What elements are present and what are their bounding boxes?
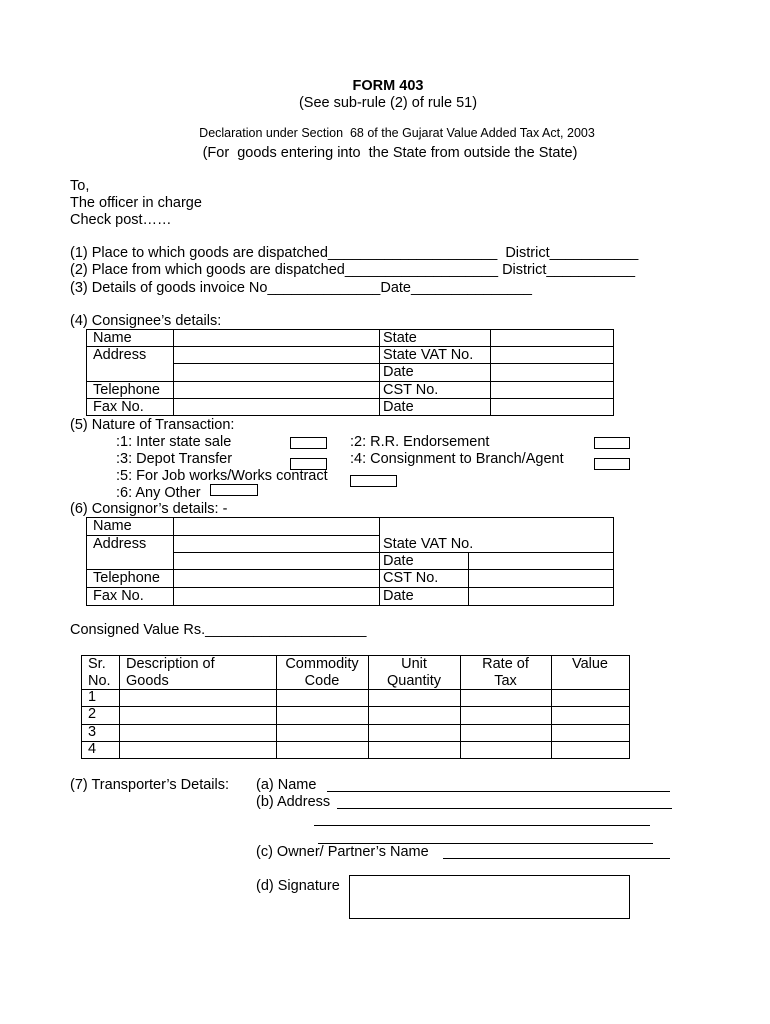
row-divider	[81, 741, 629, 742]
column-header: Code	[304, 673, 340, 689]
label-address: Address	[93, 536, 147, 552]
option-any-other: :6: Any Other	[116, 485, 201, 501]
field-invoice[interactable]: (3) Details of goods invoice No______________Date_______________	[70, 280, 532, 296]
row-number: 4	[88, 740, 97, 757]
transporter-name-line[interactable]	[327, 791, 670, 792]
label-transporter-name: (a) Name	[256, 777, 317, 793]
row-divider	[81, 706, 629, 707]
consignor-heading: (6) Consignor’s details: -	[70, 501, 228, 517]
column-header: Value	[571, 656, 609, 672]
label-vat: State VAT No.	[383, 347, 474, 363]
label-vat: State VAT No.	[383, 536, 474, 552]
row-number: 1	[88, 689, 97, 705]
option-consignment-branch: :4: Consignment to Branch/Agent	[350, 451, 564, 467]
checkbox-inter-state-sale[interactable]	[290, 437, 327, 449]
option-rr-endorsement: :2: R.R. Endorsement	[350, 434, 490, 450]
column-header: Goods	[126, 673, 169, 689]
form-subtitle: (See sub-rule (2) of rule 51)	[298, 95, 478, 111]
checkpost-line: Check post……	[70, 212, 172, 228]
label-cst: CST No.	[383, 382, 439, 398]
checkbox-any-other[interactable]	[210, 484, 258, 496]
row-divider	[81, 724, 629, 725]
field-dispatch-to[interactable]: (1) Place to which goods are dispatched_____________________ District___________	[70, 245, 639, 261]
column-header: Description of	[126, 656, 215, 672]
transaction-heading: (5) Nature of Transaction:	[70, 417, 235, 433]
checkbox-consignment-branch[interactable]	[594, 458, 630, 470]
label-address: Address	[93, 347, 147, 363]
owner-name-line[interactable]	[443, 858, 670, 859]
column-header: Sr.	[88, 656, 106, 672]
transporter-heading: (7) Transporter’s Details:	[70, 777, 230, 793]
option-inter-state-sale: :1: Inter state sale	[116, 434, 232, 450]
column-header: Tax	[494, 673, 517, 689]
checkbox-job-works[interactable]	[350, 475, 397, 487]
form-title: FORM 403	[352, 78, 424, 94]
option-job-works: :5: For Job works/Works contract	[116, 468, 328, 484]
consigned-value-field[interactable]: Consigned Value Rs.____________________	[70, 622, 367, 638]
label-telephone: Telephone	[93, 382, 160, 398]
checkbox-rr-endorsement[interactable]	[594, 437, 630, 449]
label-transporter-address: (b) Address	[256, 794, 331, 810]
transporter-address-line[interactable]	[337, 808, 672, 809]
label-date: Date	[383, 399, 414, 415]
label-date: Date	[383, 588, 414, 604]
officer-line: The officer in charge	[70, 195, 202, 211]
label-name: Name	[93, 518, 132, 534]
column-header: Quantity	[387, 673, 441, 689]
option-depot-transfer: :3: Depot Transfer	[116, 451, 233, 467]
label-fax: Fax No.	[93, 588, 144, 604]
purpose-line: (For goods entering into the State from outside the State)	[202, 145, 578, 161]
label-state: State	[383, 330, 417, 346]
field-dispatch-from[interactable]: (2) Place from which goods are dispatched___________________ District___________	[70, 262, 636, 278]
consignee-heading: (4) Consignee’s details:	[70, 313, 222, 329]
column-header: No.	[88, 673, 111, 689]
signature-box[interactable]	[349, 875, 630, 919]
to-line: To,	[70, 178, 90, 194]
label-cst: CST No.	[383, 570, 439, 586]
declaration-line: Declaration under Section 68 of the Gujarat Value Added Tax Act, 2003	[199, 126, 595, 140]
label-fax: Fax No.	[93, 399, 144, 415]
label-telephone: Telephone	[93, 570, 160, 586]
label-date: Date	[383, 553, 414, 569]
transporter-address-line-2[interactable]	[314, 825, 650, 826]
column-header: Unit	[401, 656, 427, 672]
label-name: Name	[93, 330, 132, 346]
column-header: Commodity	[285, 656, 359, 672]
row-number: 2	[88, 706, 97, 723]
column-header: Rate of	[482, 656, 529, 672]
label-signature: (d) Signature	[256, 878, 340, 894]
label-owner-name: (c) Owner/ Partner’s Name	[256, 844, 429, 860]
row-number: 3	[88, 723, 97, 740]
label-date: Date	[383, 364, 414, 380]
